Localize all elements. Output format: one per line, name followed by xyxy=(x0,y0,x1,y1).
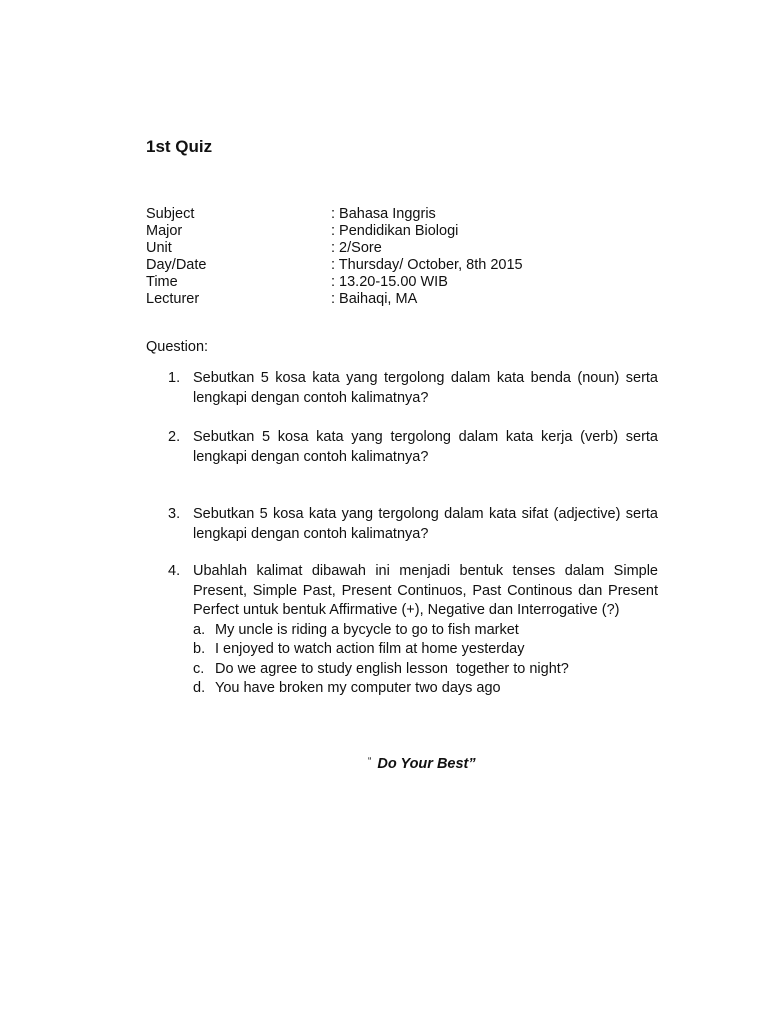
sub-question-letter: a. xyxy=(193,621,206,638)
question-text: Sebutkan 5 kosa kata yang tergolong dalam kata sifat (adjective) serta lengkapi dengan contoh kalimatnya? xyxy=(193,506,658,542)
sub-question-item xyxy=(193,679,658,699)
sub-question-list xyxy=(193,621,658,699)
page-title: 1st Quiz xyxy=(146,137,213,156)
question-text: Ubahlah kalimat dibawah ini menjadi bentuk tenses dalam Simple Present, Simple Past, Present Continuos, Past Continous dan Present Perfect untuk bentuk Affirmative (+), Negative dan Interrogative (?) xyxy=(193,563,658,618)
question-number: 4. xyxy=(168,563,181,579)
question-number: 1. xyxy=(168,370,181,386)
info-value: : Bahasa Inggris xyxy=(331,206,436,222)
question-item-4 xyxy=(168,562,658,699)
info-value: : Baihaqi, MA xyxy=(331,291,418,307)
question-item-3 xyxy=(168,505,658,544)
question-text: Sebutkan 5 kosa kata yang tergolong dalam kata kerja (verb) serta lengkapi dengan contoh kalimatnya? xyxy=(193,429,658,465)
sub-question-text: I enjoyed to watch action film at home yesterday xyxy=(215,641,525,657)
info-label: Lecturer xyxy=(146,291,200,307)
question-item-1 xyxy=(168,369,658,408)
info-value: : Pendidikan Biologi xyxy=(331,223,459,239)
info-label: Major xyxy=(146,223,183,239)
info-label: Day/Date xyxy=(146,257,207,273)
motto-text: Do Your Best” xyxy=(377,756,476,772)
info-row-subject xyxy=(146,206,523,223)
info-label: Unit xyxy=(146,240,172,256)
sub-question-item xyxy=(193,640,658,660)
sub-question-item xyxy=(193,621,658,641)
question-number: 2. xyxy=(168,429,181,445)
info-label: Time xyxy=(146,274,178,290)
info-row-lecturer xyxy=(146,291,523,308)
motto xyxy=(368,756,476,772)
info-label: Subject xyxy=(146,206,195,222)
sub-question-text: You have broken my computer two days ago xyxy=(215,680,501,696)
info-value: : Thursday/ October, 8th 2015 xyxy=(331,257,523,273)
sub-question-item xyxy=(193,660,658,680)
info-row-major xyxy=(146,223,523,240)
sub-question-text: Do we agree to study english lesson together to night? xyxy=(215,660,569,677)
question-item-2 xyxy=(168,428,658,467)
sub-question-text: My uncle is riding a bycycle to go to fish market xyxy=(215,621,519,638)
info-row-time xyxy=(146,274,523,291)
question-text: Sebutkan 5 kosa kata yang tergolong dalam kata benda (noun) serta lengkapi dengan contoh kalimatnya? xyxy=(193,370,658,406)
info-value: : 13.20-15.00 WIB xyxy=(331,274,448,290)
sub-question-letter: c. xyxy=(193,660,205,677)
sub-question-letter: d. xyxy=(193,680,206,696)
sub-question-letter: b. xyxy=(193,641,206,657)
question-number: 3. xyxy=(168,506,181,522)
motto-open-quote: “ xyxy=(368,756,372,767)
quiz-info-table xyxy=(146,206,523,308)
info-row-unit xyxy=(146,240,523,257)
info-value: : 2/Sore xyxy=(331,240,382,256)
info-row-day-date xyxy=(146,257,523,274)
question-heading: Question: xyxy=(146,339,209,355)
